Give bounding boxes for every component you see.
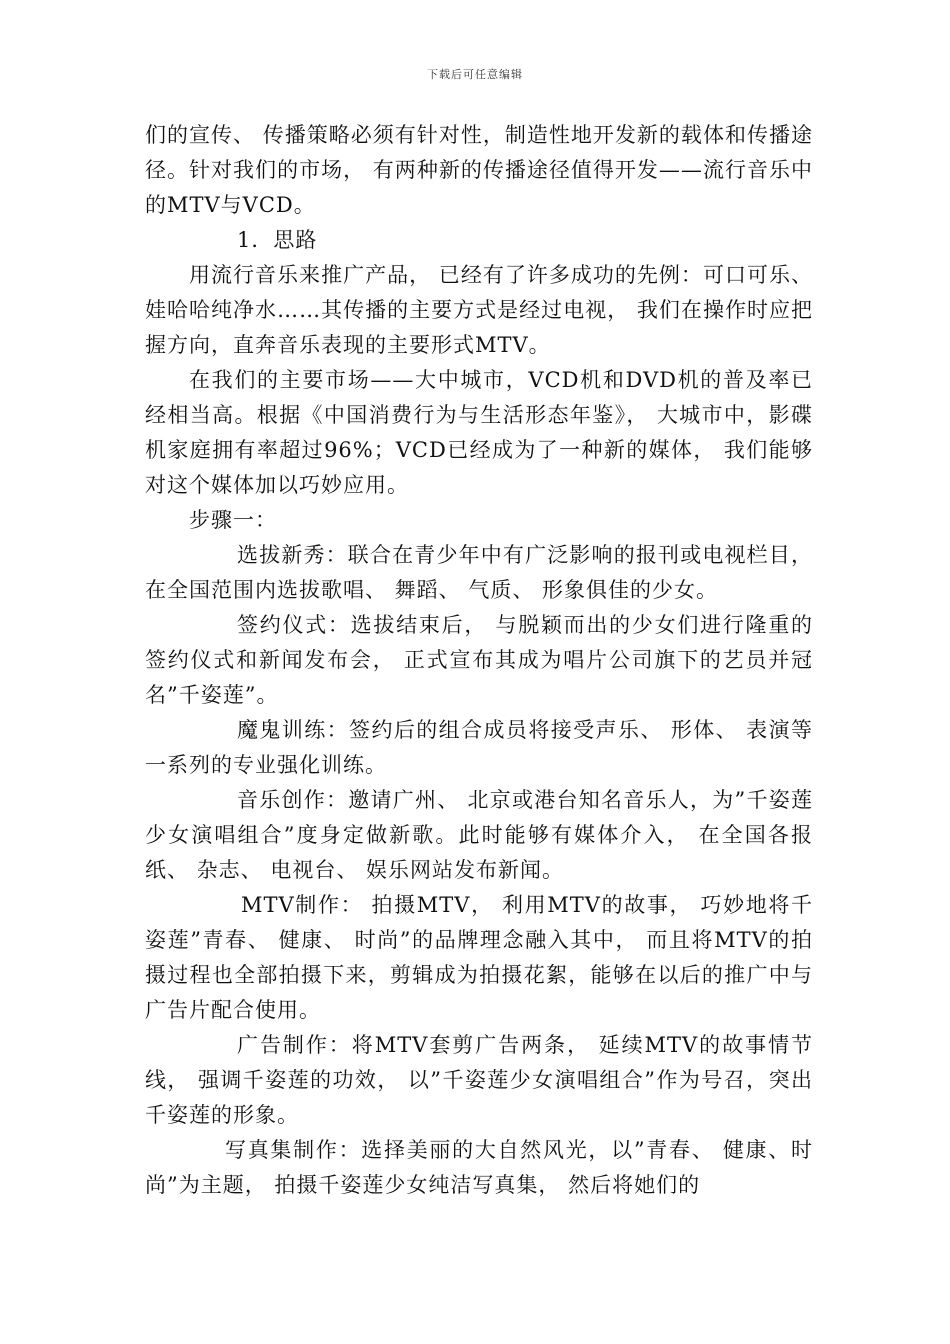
paragraph-ad-production: 广告制作：将MTV套剪广告两条， 延续MTV的故事情节线， 强调千姿莲的功效， 以”千姿莲少女演唱组合”作为号召，突出千姿莲的形象。 xyxy=(145,1033,813,1127)
page-header-note: 下载后可任意编辑 xyxy=(427,68,523,81)
paragraph-intensive-training: 魔鬼训练：签约后的组合成员将接受声乐、 形体、 表演等一系列的专业强化训练。 xyxy=(145,718,813,777)
paragraph-talent-selection: 选拔新秀：联合在青少年中有广泛影响的报刊或电视栏目，在全国范围内选拔歌唱、 舞蹈、 气质、 形象俱佳的少女。 xyxy=(145,543,813,602)
paragraph-intro-continuation: 们的宣传、 传播策略必须有针对性，制造性地开发新的载体和传播途径。针对我们的市场， 有两种新的传播途径值得开发——流行音乐中的MTV与VCD。 xyxy=(145,123,813,217)
paragraph-main-market: 在我们的主要市场——大中城市，VCD机和DVD机的普及率已经相当高。根据《中国消费行为与生活形态年鉴》， 大城市中，影碟机家庭拥有率超过96%；VCD已经成为了一种新的媒体， 我们能够对这个媒体加以巧妙应用。 xyxy=(145,368,813,497)
paragraph-signing-ceremony: 签约仪式：选拔结束后， 与脱颖而出的少女们进行隆重的签约仪式和新闻发布会， 正式宣布其成为唱片公司旗下的艺员并冠名”千姿莲”。 xyxy=(145,613,813,707)
paragraph-music-creation: 音乐创作：邀请广州、 北京或港台知名音乐人，为”千姿莲少女演唱组合”度身定做新歌。此时能够有媒体介入， 在全国各报纸、 杂志、 电视台、 娱乐网站发布新闻。 xyxy=(145,788,813,882)
section-heading-approach: 1．思路 xyxy=(237,228,318,252)
step-one-label: 步骤一： xyxy=(189,508,277,532)
paragraph-photo-album: 写真集制作：选择美丽的大自然风光，以”青春、 健康、时尚”为主题， 拍摄千姿莲少女纯洁写真集， 然后将她们的 xyxy=(145,1138,813,1197)
paragraph-mtv-production: MTV制作： 拍摄MTV， 利用MTV的故事， 巧妙地将千姿莲”青春、 健康、 时尚”的品牌理念融入其中， 而且将MTV的拍摄过程也全部拍摄下来，剪辑成为拍摄花絮，能够在以后的推广中与广告片配合使用。 xyxy=(145,893,813,1022)
document-body xyxy=(145,118,813,1203)
paragraph-popular-music: 用流行音乐来推广产品， 已经有了许多成功的先例：可口可乐、 娃哈哈纯净水……其传播的主要方式是经过电视， 我们在操作时应把握方向，直奔音乐表现的主要形式MTV。 xyxy=(145,263,813,357)
